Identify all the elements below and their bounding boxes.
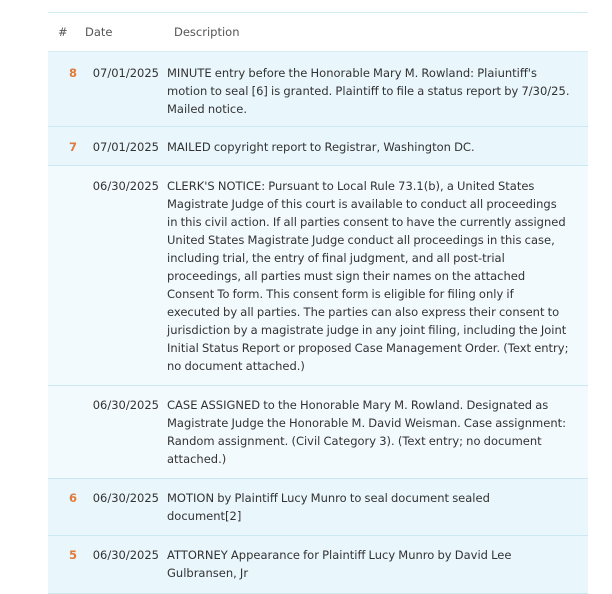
description-line: Mailed notice. (167, 102, 247, 116)
description-line: MOTION by Plaintiff Lucy Munro to seal document sealed (167, 491, 490, 505)
description-line: Magistrate Judge the Honorable M. David Weisman. Case assignment: (167, 416, 566, 430)
entry-description (167, 177, 588, 385)
entry-number[interactable]: 7 (68, 140, 77, 154)
description-line: Initial Status Report or proposed Case Management Order. (Text entry; (167, 341, 569, 355)
entry-number (48, 177, 78, 385)
docket-entry-row (48, 166, 588, 386)
entry-date: 07/01/2025 (92, 140, 159, 154)
description-line: proceedings, all parties must sign their names on the attached (167, 269, 526, 283)
header-date: Date (85, 25, 113, 39)
description-line: no document attached.) (167, 359, 305, 373)
entry-date: 06/30/2025 (92, 179, 159, 193)
entry-description (167, 396, 588, 478)
entry-number (48, 396, 78, 478)
description-line: executed by all parties. The parties can also express their consent to (167, 305, 560, 319)
entry-description (167, 138, 588, 165)
entry-description (167, 489, 588, 535)
description-line: motion to seal [6] is granted. Plaintiff to file a status report by 7/30/25. (167, 84, 570, 98)
entry-number[interactable]: 5 (68, 548, 77, 562)
description-line: United States Magistrate Judge conduct all proceedings in this case, (167, 233, 555, 247)
docket-table (48, 0, 588, 594)
entry-date: 06/30/2025 (92, 548, 159, 562)
description-line: ATTORNEY Appearance for Plaintiff Lucy Munro by David Lee (167, 548, 512, 562)
description-line: Consent To form. This consent form is eligible for filing only if (167, 287, 514, 301)
docket-entry-row (48, 536, 588, 594)
description-line: CLERK'S NOTICE: Pursuant to Local Rule 73.1(b), a United States (167, 179, 535, 193)
entry-number[interactable]: 6 (68, 491, 77, 505)
description-line: Magistrate Judge of this court is available to conduct all proceedings (167, 197, 557, 211)
docket-entry-row (48, 386, 588, 479)
entry-date: 07/01/2025 (92, 66, 159, 80)
description-line: attached.) (167, 452, 227, 466)
description-line: Random assignment. (Civil Category 3). (Text entry; no document (167, 434, 542, 448)
docket-rows (48, 52, 588, 594)
table-header (48, 13, 588, 52)
entry-description (167, 546, 588, 593)
entry-date: 06/30/2025 (92, 398, 159, 412)
description-line: MAILED copyright report to Registrar, Washington DC. (167, 140, 475, 154)
table-top-border (48, 0, 588, 13)
entry-description (167, 64, 588, 126)
description-line: Gulbransen, Jr (167, 566, 249, 580)
docket-entry-row (48, 127, 588, 166)
description-line: jurisdiction by a magistrate judge in any joint filing, including the Joint (167, 323, 567, 337)
header-number: # (58, 25, 68, 39)
description-line: CASE ASSIGNED to the Honorable Mary M. Rowland. Designated as (167, 398, 549, 412)
header-description: Description (174, 25, 240, 39)
description-line: in this civil action. If all parties consent to have the currently assigned (167, 215, 566, 229)
description-line: document[2] (167, 509, 242, 523)
description-line: MINUTE entry before the Honorable Mary M. Rowland: Plaiuntiff's (167, 66, 537, 80)
docket-entry-row (48, 479, 588, 536)
docket-entry-row (48, 52, 588, 127)
description-line: including trial, the entry of final judgment, and all post-trial (167, 251, 505, 265)
entry-date: 06/30/2025 (92, 491, 159, 505)
entry-number[interactable]: 8 (68, 66, 77, 80)
